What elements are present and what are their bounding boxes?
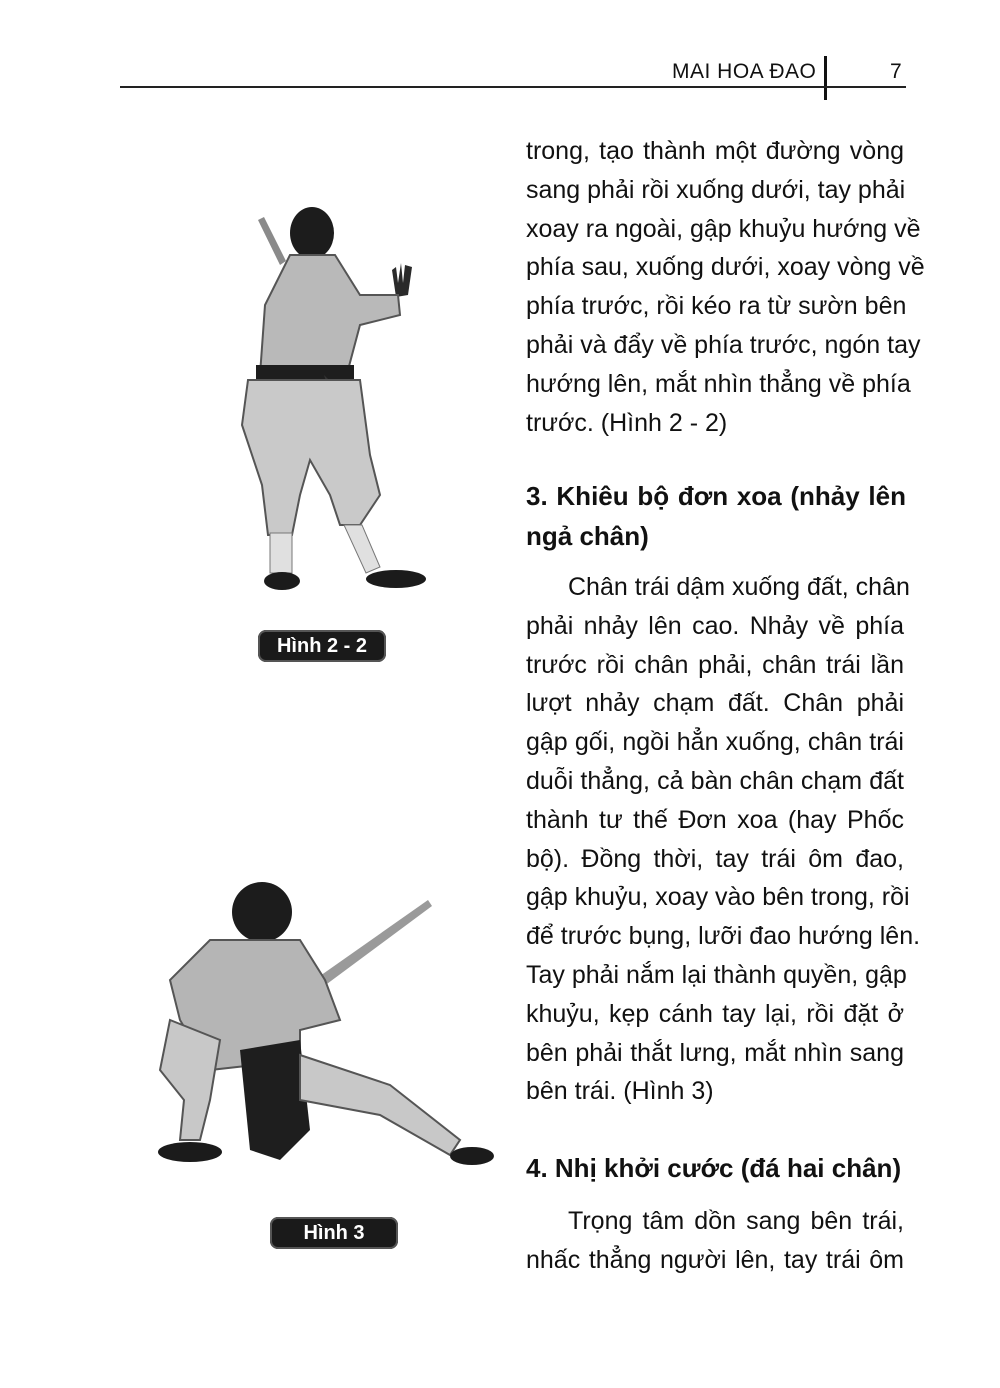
- robe-upper: [260, 255, 400, 375]
- text-line: trong, tạo thành một đường vòng: [526, 137, 904, 165]
- raised-hand: [392, 263, 412, 297]
- text-line: gập gối, ngồi hẳn xuống, chân trái: [526, 728, 904, 757]
- text-line: phía trước, rồi kéo ra từ sườn bên: [526, 292, 907, 321]
- text-line: để trước bụng, lưỡi đao hướng lên.: [526, 922, 921, 951]
- head: [290, 207, 334, 259]
- section-heading-3: [526, 476, 906, 556]
- pants: [242, 380, 380, 535]
- leg-wrap-right: [344, 525, 380, 573]
- text-line: phải nhảy lên cao. Nhảy về phía: [526, 611, 904, 640]
- text-line: xoay ra ngoài, gập khuỷu hướng về: [526, 214, 921, 243]
- text-line: phải và đẩy về phía trước, ngón tay: [526, 330, 921, 359]
- header-separator: [824, 56, 827, 100]
- section-heading-4: [526, 1148, 906, 1188]
- text-line: Chân trái dậm xuống đất, chân: [568, 573, 910, 601]
- section-3-paragraph: [526, 568, 921, 1111]
- text-line: nhấc thẳng người lên, tay trái ôm: [526, 1245, 904, 1274]
- text-line: bộ). Đồng thời, tay trái ôm đao,: [526, 844, 904, 873]
- heading-line: ngả chân): [526, 521, 649, 551]
- shoe-right: [366, 570, 426, 588]
- shoe-right: [450, 1147, 494, 1165]
- text-line: duỗi thẳng, cả bàn chân chạm đất: [526, 766, 904, 795]
- text-line: gập khuỷu, xoay vào bên trong, rồi: [526, 883, 910, 912]
- paragraph-continued: [526, 132, 925, 442]
- head: [232, 882, 292, 942]
- text-line: khuỷu, kẹp cánh tay lại, rồi đặt ở: [526, 999, 904, 1028]
- running-header-title: MAI HOA ĐAO: [672, 60, 817, 83]
- text-line: thành tư thế Đơn xoa (hay Phốc: [526, 805, 904, 834]
- shoe-left: [158, 1142, 222, 1162]
- text-line: Tay phải nắm lại thành quyền, gập: [526, 960, 907, 989]
- heading-line: 4. Nhị khởi cước (đá hai chân): [526, 1153, 902, 1183]
- text-line: hướng lên, mắt nhìn thẳng về phía: [526, 369, 911, 398]
- text-line: lượt nhảy chạm đất. Chân phải: [526, 689, 904, 718]
- figure-caption-2-2: Hình 2 - 2: [258, 630, 386, 662]
- header-rule: [120, 86, 906, 88]
- text-line: trước rồi chân phải, chân trái lần: [526, 650, 904, 679]
- saber-blade: [258, 217, 286, 265]
- text-line: trước. (Hình 2 - 2): [526, 408, 728, 437]
- text-line: phía sau, xuống dưới, xoay vòng về: [526, 253, 925, 282]
- text-line: bên trái. (Hình 3): [526, 1077, 714, 1106]
- page-number: 7: [890, 60, 902, 83]
- section-4-paragraph: [526, 1202, 904, 1280]
- belt: [256, 365, 354, 379]
- heading-line: 3. Khiêu bộ đơn xoa (nhảy lên: [526, 481, 906, 511]
- leg-wrap-left: [270, 533, 292, 573]
- text-line: Trọng tâm dồn sang bên trái,: [568, 1207, 904, 1235]
- pants-right: [300, 1055, 460, 1155]
- pants-left: [160, 1020, 220, 1140]
- text-line: sang phải rồi xuống dưới, tay phải: [526, 175, 906, 204]
- martial-artist-photo-low-stance: [150, 870, 500, 1170]
- text-line: bên phải thắt lưng, mắt nhìn sang: [526, 1038, 904, 1067]
- figure-caption-3: Hình 3: [270, 1217, 398, 1249]
- martial-artist-photo-stance: [220, 195, 450, 600]
- shoe-left: [264, 572, 300, 590]
